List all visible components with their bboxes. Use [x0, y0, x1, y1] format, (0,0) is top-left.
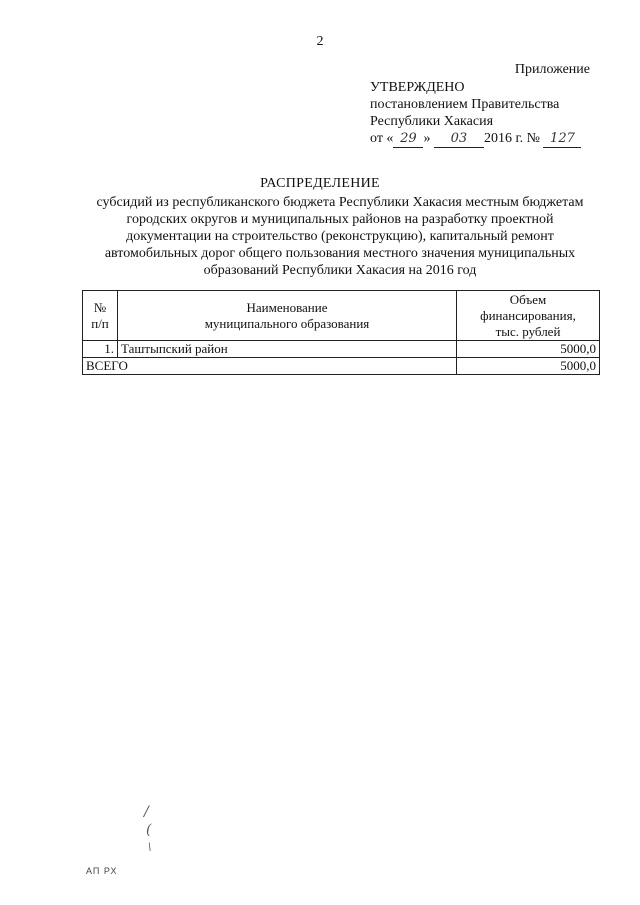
header-amount [457, 291, 600, 341]
handwritten-mark: / [144, 804, 149, 820]
date-prefix: от « [370, 131, 394, 146]
number-sign: № [526, 131, 540, 146]
subtitle-line: автомобильных дорог общего пользования местного значения муниципальных [104, 246, 576, 261]
header-number-line2: п/п [91, 315, 109, 331]
total-amount: 5000,0 [457, 358, 600, 375]
document-number: 127 [543, 130, 581, 148]
approval-block [370, 79, 581, 148]
header-amount-line3: тыс. рублей [495, 323, 561, 339]
row-municipality: Таштыпский район [118, 341, 457, 358]
approval-heading: УТВЕРЖДЕНО [370, 80, 465, 95]
subtitle-line: образований Республики Хакасия на 2016 год [203, 263, 477, 278]
header-number [83, 291, 118, 341]
header-amount-line2: финансирования, [480, 307, 576, 323]
distribution-table [82, 290, 600, 375]
total-label: ВСЕГО [83, 358, 457, 375]
approval-region: Республики Хакасия [370, 114, 494, 129]
header-number-line1: № [93, 299, 107, 315]
handwritten-mark: ( [146, 822, 152, 838]
row-number: 1. [83, 341, 118, 358]
document-title: РАСПРЕДЕЛЕНИЕ [260, 176, 380, 191]
approval-date-line [370, 130, 581, 148]
appendix-label: Приложение [514, 62, 590, 77]
header-municipality [118, 291, 457, 341]
subtitle-line: документации на строительство (реконструкцию), капитальный ремонт [126, 229, 554, 244]
date-year: 2016 г. [483, 131, 524, 146]
date-mid: » [423, 131, 431, 146]
subtitle-line: субсидий из республиканского бюджета Республики Хакасия местным бюджетам [96, 195, 584, 210]
row-amount: 5000,0 [457, 341, 600, 358]
date-month: 03 [434, 130, 484, 148]
footer-code: АП РХ [86, 866, 118, 876]
handwritten-mark: \ [148, 842, 152, 853]
header-amount-line1: Объем [509, 291, 547, 307]
table-total-row [83, 358, 600, 375]
approval-issuer: постановлением Правительства [370, 97, 560, 112]
table-row [83, 341, 600, 358]
subtitle-line: городских округов и муниципальных районов на разработку проектной [126, 212, 554, 227]
header-municipality-line2: муниципального образования [204, 315, 370, 331]
page-number: 2 [316, 34, 324, 49]
date-day: 29 [393, 130, 423, 148]
header-municipality-line1: Наименование [246, 299, 328, 315]
handwritten-marks [138, 803, 151, 857]
document-subtitle [75, 194, 605, 279]
table-header-row [83, 291, 600, 341]
